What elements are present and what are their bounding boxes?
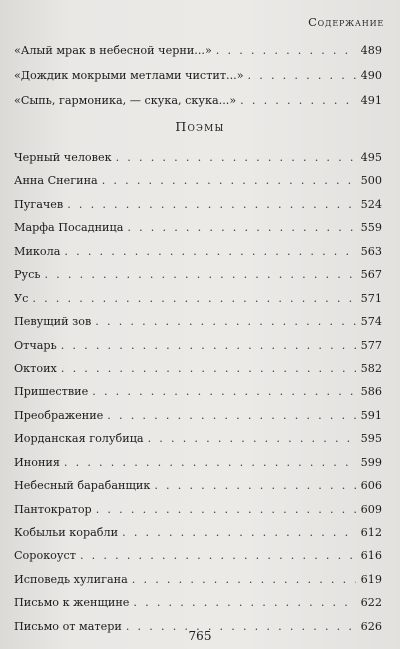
toc-entry-page: 491 <box>360 94 382 107</box>
leader-dots <box>154 480 356 491</box>
leader-dots <box>133 597 356 608</box>
leader-dots <box>116 152 356 163</box>
toc-entry-title: Исповедь хулигана <box>14 572 128 586</box>
toc-poems-list <box>14 152 382 644</box>
toc-entry <box>14 45 382 70</box>
leader-dots <box>95 316 356 327</box>
toc-entry <box>14 70 382 95</box>
toc-entry-page: 595 <box>360 432 382 446</box>
toc-entry-page: 490 <box>360 69 382 82</box>
toc-entry-page: 616 <box>360 549 382 563</box>
toc-entry-title: Микола <box>14 244 61 258</box>
leader-dots <box>92 386 356 397</box>
leader-dots <box>64 246 356 257</box>
toc-entry <box>14 410 382 433</box>
toc-entry <box>14 152 382 175</box>
toc-entry <box>14 386 382 409</box>
toc-entry <box>14 95 382 120</box>
toc-entry-title: «Дождик мокрыми метлами чистит...» <box>14 69 244 82</box>
toc-entry-page: 586 <box>360 385 382 399</box>
leader-dots <box>132 574 356 585</box>
leader-dots <box>32 293 356 304</box>
leader-dots <box>248 70 356 81</box>
leader-dots <box>96 504 356 515</box>
toc-entry-title: Пантократор <box>14 502 92 516</box>
page-number: 765 <box>188 629 212 643</box>
toc-entry <box>14 316 382 339</box>
toc-entry <box>14 504 382 527</box>
toc-entry <box>14 550 382 573</box>
toc-entry-title: Сорокоуст <box>14 549 76 563</box>
toc-entry-title: Иорданская голубица <box>14 432 144 446</box>
leader-dots <box>64 457 356 468</box>
toc-entry-title: Черный человек <box>14 151 112 164</box>
toc-entry-title: Письмо к женщине <box>14 596 130 610</box>
toc-entry-page: 495 <box>360 151 382 164</box>
toc-entry <box>14 175 382 198</box>
toc-entry-title: Кобыльи корабли <box>14 526 119 539</box>
leader-dots <box>44 269 356 280</box>
toc-entry <box>14 269 382 292</box>
toc-entry <box>14 480 382 503</box>
toc-entry-page: 577 <box>360 338 382 352</box>
toc-entry-page: 559 <box>360 221 382 235</box>
toc-entry <box>14 222 382 245</box>
leader-dots <box>102 175 356 186</box>
running-header: Содержание <box>308 15 384 29</box>
toc-entry-title: Марфа Посадница <box>14 221 124 235</box>
toc-entry-page: 626 <box>360 619 382 633</box>
toc-entry-page: 599 <box>360 455 382 469</box>
section-heading: Поэмы <box>175 119 225 134</box>
leader-dots <box>80 550 356 561</box>
toc-entry-title: Письмо от матери <box>14 619 122 633</box>
toc-entry <box>14 574 382 597</box>
toc-entry-title: Преображение <box>14 408 104 422</box>
toc-entry-title: Инония <box>14 455 60 469</box>
leader-dots <box>61 340 356 351</box>
leader-dots <box>67 199 356 210</box>
toc-entry <box>14 527 382 550</box>
toc-entry-title: Певущий зов <box>14 315 92 329</box>
toc-continued-list <box>14 45 382 120</box>
toc-entry-page: 567 <box>360 268 382 282</box>
leader-dots <box>61 363 356 374</box>
toc-entry-page: 606 <box>360 479 382 493</box>
toc-entry-page: 619 <box>360 572 382 586</box>
leader-dots <box>216 45 356 56</box>
toc-entry-title: Октоих <box>14 361 57 375</box>
toc-entry-page: 500 <box>360 174 382 188</box>
toc-entry-page: 574 <box>360 315 382 329</box>
toc-entry <box>14 433 382 456</box>
leader-dots <box>240 95 356 106</box>
toc-entry <box>14 457 382 480</box>
toc-entry-page: 563 <box>360 244 382 258</box>
toc-entry <box>14 199 382 222</box>
leader-dots <box>148 433 356 444</box>
toc-entry-page: 571 <box>360 291 382 305</box>
toc-entry-page: 609 <box>360 502 382 516</box>
toc-entry-title: «Алый мрак в небесной черни...» <box>14 44 212 57</box>
toc-entry <box>14 363 382 386</box>
toc-entry-title: Анна Снегина <box>14 174 98 188</box>
leader-dots <box>127 222 356 233</box>
toc-entry-page: 591 <box>360 408 382 422</box>
toc-entry-title: Пугачев <box>14 197 64 211</box>
toc-entry <box>14 246 382 269</box>
toc-entry-page: 489 <box>360 44 382 57</box>
toc-entry-page: 582 <box>360 361 382 375</box>
toc-entry-page: 612 <box>360 526 382 539</box>
toc-entry-title: Русь <box>14 268 41 282</box>
leader-dots <box>122 527 356 538</box>
leader-dots <box>107 410 356 421</box>
toc-entry-title: Пришествие <box>14 385 89 399</box>
toc-entry-title: Отчарь <box>14 338 57 352</box>
toc-entry-title: Небесный барабанщик <box>14 479 151 493</box>
toc-entry-page: 622 <box>360 596 382 610</box>
toc-entry <box>14 597 382 620</box>
toc-entry <box>14 340 382 363</box>
toc-entry-page: 524 <box>360 197 382 211</box>
toc-entry <box>14 293 382 316</box>
toc-entry-title: «Сыпь, гармоника, — скука, скука...» <box>14 94 237 107</box>
toc-entry-title: Ус <box>14 291 29 305</box>
